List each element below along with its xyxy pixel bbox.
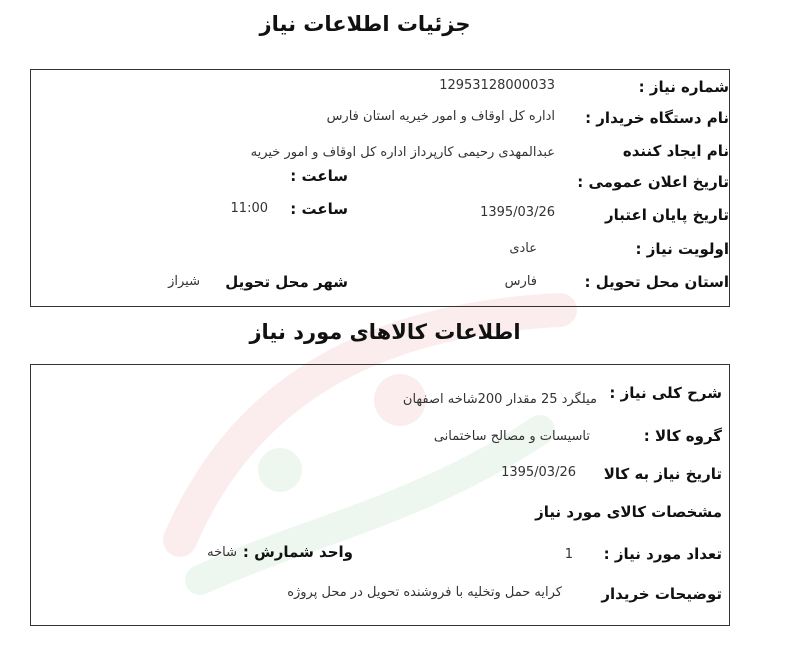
goods-section-title: اطلاعات کالاهای مورد نیاز [249,320,521,344]
validity-date-label: تاریخ پایان اعتبار [604,206,729,224]
buyer-notes-value: کرایه حمل وتخلیه با فروشنده تحویل در محل پروژه [287,585,562,600]
quantity-label: تعداد مورد نیاز : [603,545,722,563]
unit-label: واحد شمارش : [242,543,353,561]
validity-time-value: 11:00 [230,201,268,216]
page-title: جزئیات اطلاعات نیاز [259,12,471,36]
need-date-label: تاریخ نیاز به کالا [603,465,722,483]
validity-date-value: 1395/03/26 [480,205,555,220]
province-label: استان محل تحویل : [584,273,729,291]
buyer-org-value: اداره کل اوقاف و امور خیریه استان فارس [326,109,555,124]
goods-group-value: تاسیسات و مصالح ساختمانی [433,429,590,444]
need-date-value: 1395/03/26 [501,465,576,480]
creator-value: عبدالمهدی رحیمی کارپرداز اداره کل اوقاف و امور خیریه [250,145,555,160]
city-value: شیراز [168,274,200,289]
creator-label: نام ایجاد کننده [622,142,729,160]
priority-label: اولویت نیاز : [635,240,729,258]
specs-heading: مشخصات کالای مورد نیاز [535,503,722,521]
announce-time-label: ساعت : [290,167,348,185]
city-label: شهر محل تحویل [225,273,348,291]
quantity-value: 1 [564,547,573,562]
province-value: فارس [504,274,537,289]
goods-group-label: گروه کالا : [643,427,722,445]
buyer-notes-label: توضیحات خریدار [601,585,722,603]
unit-value: شاخه [207,545,237,560]
description-label: شرح کلی نیاز : [609,384,722,402]
buyer-org-label: نام دستگاه خریدار : [585,109,729,127]
validity-time-label: ساعت : [290,200,348,218]
announce-date-label: تاریخ اعلان عمومی : [577,173,729,191]
need-number-value: 12953128000033 [439,78,555,93]
priority-value: عادی [509,241,537,256]
description-value: میلگرد 25 مقدار 200شاخه اصفهان [402,392,597,407]
need-number-label: شماره نیاز : [638,78,729,96]
